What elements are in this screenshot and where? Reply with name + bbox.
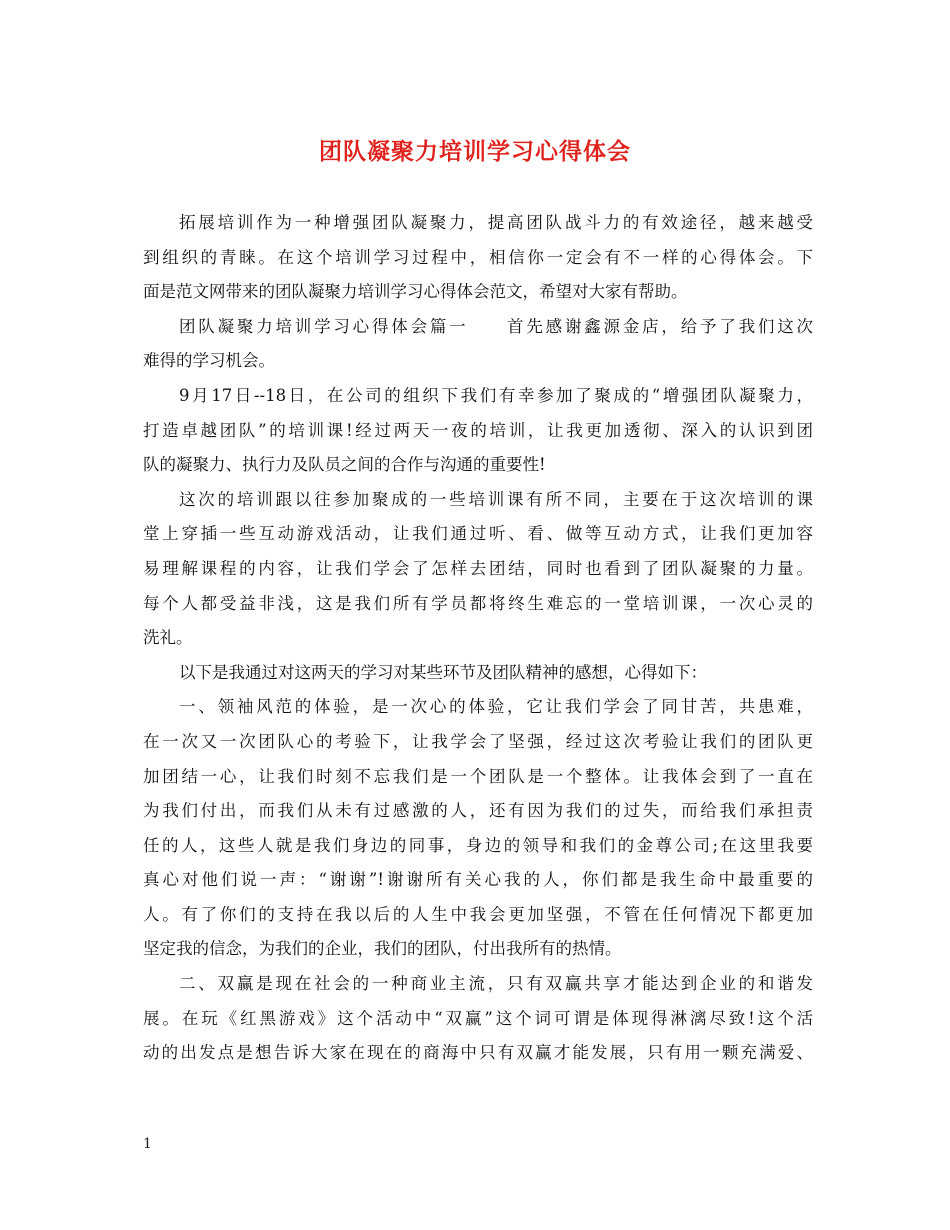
body-text-line: 加团结一心，让我们时刻不忘我们是一个团队是一个整体。让我体会到了一直在	[143, 766, 813, 786]
body-text-line: 展。在玩《红黑游戏》这个活动中“双赢”这个词可谓是体现得淋漓尽致!这个活	[143, 1008, 813, 1028]
body-text-line: 堂上穿插一些互动游戏活动，让我们通过听、看、做等互动方式，让我们更加容	[143, 524, 813, 544]
body-text-line: 任的人，这些人就是我们身边的同事，身边的领导和我们的金尊公司;在这里我要	[143, 835, 813, 855]
body-text-line: 每个人都受益非浅，这是我们所有学员都将终生难忘的一堂培训课，一次心灵的	[143, 593, 813, 613]
body-text-line: 人。有了你们的支持在我以后的人生中我会更加坚强，不管在任何情况下都更加	[143, 904, 813, 924]
body-text-line: 打造卓越团队”的培训课!经过两天一夜的培训，让我更加透彻、深入的认识到团	[143, 420, 813, 440]
body-text-line: 在一次又一次团队心的考验下，让我学会了坚强，经过这次考验让我们的团队更	[143, 731, 813, 751]
body-text-line: 9月17日--18日，在公司的组织下我们有幸参加了聚成的“增强团队凝聚力，	[179, 385, 813, 405]
body-text-line: 动的出发点是想告诉大家在现在的商海中只有双赢才能发展，只有用一颗充满爱、	[143, 1043, 813, 1063]
body-text-line: 拓展培训作为一种增强团队凝聚力，提高团队战斗力的有效途径，越来越受	[179, 213, 813, 232]
page-number: 1	[143, 1136, 152, 1152]
body-text-line: 洗礼。	[143, 628, 193, 648]
body-text-line: 易理解课程的内容，让我们学会了怎样去团结，同时也看到了团队凝聚的力量。	[143, 558, 813, 578]
body-text-line: 以下是我通过对这两天的学习对某些环节及团队精神的感想，心得如下：	[179, 662, 707, 682]
body-text-line: 面是范文网带来的团队凝聚力培训学习心得体会范文，希望对大家有帮助。	[143, 282, 688, 302]
body-text-line: 坚定我的信念，为我们的企业，我们的团队，付出我所有的热情。	[143, 939, 622, 959]
body-text-line: 团队凝聚力培训学习心得体会篇一 首先感谢鑫源金店，给予了我们这次	[179, 316, 813, 336]
body-text-line: 难得的学习机会。	[143, 351, 275, 371]
body-text-line: 这次的培训跟以往参加聚成的一些培训课有所不同，主要在于这次培训的课	[179, 489, 813, 509]
body-text-line: 到组织的青睐。在这个培训学习过程中，相信你一定会有不一样的心得体会。下	[143, 247, 813, 267]
body-text-line: 队的凝聚力、执行力及队员之间的合作与沟通的重要性!	[143, 455, 546, 475]
body-text-line: 真心对他们说一声：“谢谢”!谢谢所有关心我的人，你们都是我生命中最重要的	[143, 870, 813, 890]
body-text-line: 为我们付出，而我们从未有过感激的人，还有因为我们的过失，而给我们承担责	[143, 801, 813, 821]
document-title: 团队凝聚力培训学习心得体会	[319, 138, 631, 165]
body-text-line: 一、领袖风范的体验，是一次心的体验，它让我们学会了同甘苦，共患难，	[179, 697, 813, 717]
document-body	[143, 206, 813, 1071]
body-text-line: 二、双赢是现在社会的一种商业主流，只有双赢共享才能达到企业的和谐发	[179, 974, 813, 994]
